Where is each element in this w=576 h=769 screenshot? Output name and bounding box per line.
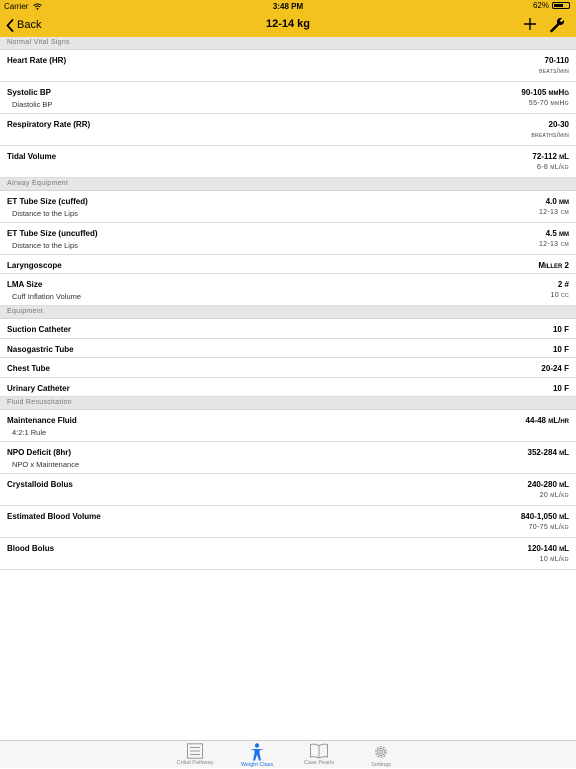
- row-sublabel: Cuff Inflation Volume: [12, 292, 82, 302]
- row-label: Suction Catheter: [7, 325, 72, 335]
- row-value: 72-112 mL: [532, 152, 569, 161]
- tab-label: Case Pearls: [304, 760, 334, 766]
- table-row[interactable]: [0, 339, 576, 358]
- table-row[interactable]: [0, 223, 576, 255]
- row-sublabel: Diastolic BP: [12, 100, 53, 109]
- row-sublabel: NPO x Maintenance: [12, 459, 80, 469]
- table-row[interactable]: [0, 50, 576, 82]
- section-header: Normal Vital Signs: [0, 37, 576, 50]
- row-value: 4.5 mm: [545, 229, 569, 238]
- person-icon: [226, 743, 288, 761]
- table-row[interactable]: [0, 538, 576, 570]
- row-value: 90-105 mmHg: [521, 88, 569, 97]
- table-row[interactable]: [0, 146, 576, 178]
- battery-icon: [552, 2, 570, 9]
- table-row[interactable]: [0, 319, 576, 338]
- status-bar: [0, 0, 576, 13]
- row-label: Nasogastric Tube: [7, 344, 74, 354]
- vitals-table: [0, 37, 576, 570]
- row-value: 352-284 mL: [527, 447, 569, 457]
- status-time: 3:48 PM: [272, 2, 304, 11]
- row-value: 44-48 mL/hr: [525, 415, 569, 425]
- tab-weight-class[interactable]: [226, 741, 288, 769]
- row-subvalue: 10 mL/kg: [539, 555, 569, 563]
- battery-indicator: [533, 1, 570, 10]
- section-header: Equipment: [0, 306, 576, 319]
- table-row[interactable]: [0, 114, 576, 146]
- row-value: 840-1,050 mL: [520, 511, 569, 521]
- table-row[interactable]: [0, 378, 576, 397]
- row-value: 4.0 mm: [545, 197, 569, 206]
- row-label: Maintenance Fluid: [7, 415, 77, 425]
- row-subvalue: 12-13 cm: [538, 241, 569, 248]
- tab-case-pearls[interactable]: [288, 741, 350, 769]
- row-label: NPO Deficit (8hr): [7, 447, 72, 457]
- row-subvalue: 12-13 cm: [538, 209, 569, 216]
- battery-percent: 62%: [532, 1, 549, 10]
- row-sublabel: Distance to the Lips: [12, 209, 78, 218]
- row-subvalue: 20 mL/kg: [539, 491, 569, 499]
- row-label: Crystalloid Bolus: [7, 479, 73, 489]
- row-value: 240-280 mL: [527, 479, 569, 489]
- row-value: 10 F: [552, 325, 569, 335]
- row-sublabel: 4:2:1 Rule: [12, 427, 47, 437]
- row-subvalue: 10 cc: [550, 292, 569, 300]
- tab-label: Critial Pathway: [176, 760, 214, 766]
- row-label: Tidal Volume: [7, 152, 57, 161]
- row-label: LMA Size: [7, 280, 43, 290]
- add-button[interactable]: [522, 16, 538, 32]
- row-label: Chest Tube: [7, 364, 50, 374]
- top-bar: [0, 0, 576, 37]
- section-header: Airway Equipment: [0, 178, 576, 191]
- row-subvalue: 6-8 mL/kg: [537, 164, 569, 171]
- carrier-label: Carrier: [4, 2, 42, 11]
- navigation-bar: [0, 13, 576, 37]
- row-sublabel: Distance to the Lips: [12, 241, 78, 250]
- list-icon: [164, 743, 226, 759]
- row-label: Estimated Blood Volume: [7, 511, 101, 521]
- tab-critial-pathway[interactable]: [164, 741, 226, 769]
- table-row[interactable]: [0, 442, 576, 474]
- table-row[interactable]: [0, 474, 576, 506]
- row-value: 2 #: [557, 280, 569, 290]
- table-row[interactable]: [0, 506, 576, 538]
- table-row[interactable]: [0, 410, 576, 442]
- wrench-icon[interactable]: [549, 16, 566, 33]
- row-value: 70-110: [544, 56, 569, 65]
- table-row[interactable]: [0, 358, 576, 377]
- tab-settings[interactable]: [350, 741, 412, 769]
- battery-fill: [554, 4, 563, 7]
- row-value: 10 F: [552, 383, 569, 393]
- row-label: Urinary Catheter: [7, 383, 70, 393]
- table-row[interactable]: [0, 274, 576, 306]
- row-value: 20-24 F: [541, 364, 569, 374]
- table-row[interactable]: [0, 191, 576, 223]
- row-subvalue: beats/min: [539, 68, 569, 75]
- tab-bar: [0, 740, 576, 768]
- row-value: 10 F: [552, 344, 569, 354]
- row-subvalue: 70-75 mL/kg: [528, 523, 569, 531]
- tab-label: Settings: [371, 762, 391, 768]
- section-header: Fluid Resuscitation: [0, 397, 576, 410]
- row-label: Blood Bolus: [7, 543, 55, 553]
- gear-icon: [350, 743, 412, 761]
- page-title: 12-14 kg: [265, 18, 311, 30]
- row-label: ET Tube Size (uncuffed): [7, 229, 98, 238]
- row-value: Miller 2: [538, 261, 569, 270]
- table-row[interactable]: [0, 82, 576, 114]
- row-subvalue: 55-70 mmHg: [528, 100, 569, 107]
- row-label: Laryngoscope: [7, 261, 62, 270]
- row-label: Heart Rate (HR): [7, 56, 67, 65]
- back-label: Back: [17, 19, 42, 31]
- row-label: ET Tube Size (cuffed): [7, 197, 88, 206]
- row-label: Systolic BP: [7, 88, 52, 97]
- tab-label: Weight Class: [240, 762, 274, 768]
- row-subvalue: breaths/min: [531, 132, 569, 139]
- row-value: 120-140 mL: [527, 543, 569, 553]
- row-value: 20-30: [548, 120, 569, 129]
- book-icon: [288, 743, 350, 759]
- table-row[interactable]: [0, 255, 576, 274]
- row-label: Respiratory Rate (RR): [7, 120, 91, 129]
